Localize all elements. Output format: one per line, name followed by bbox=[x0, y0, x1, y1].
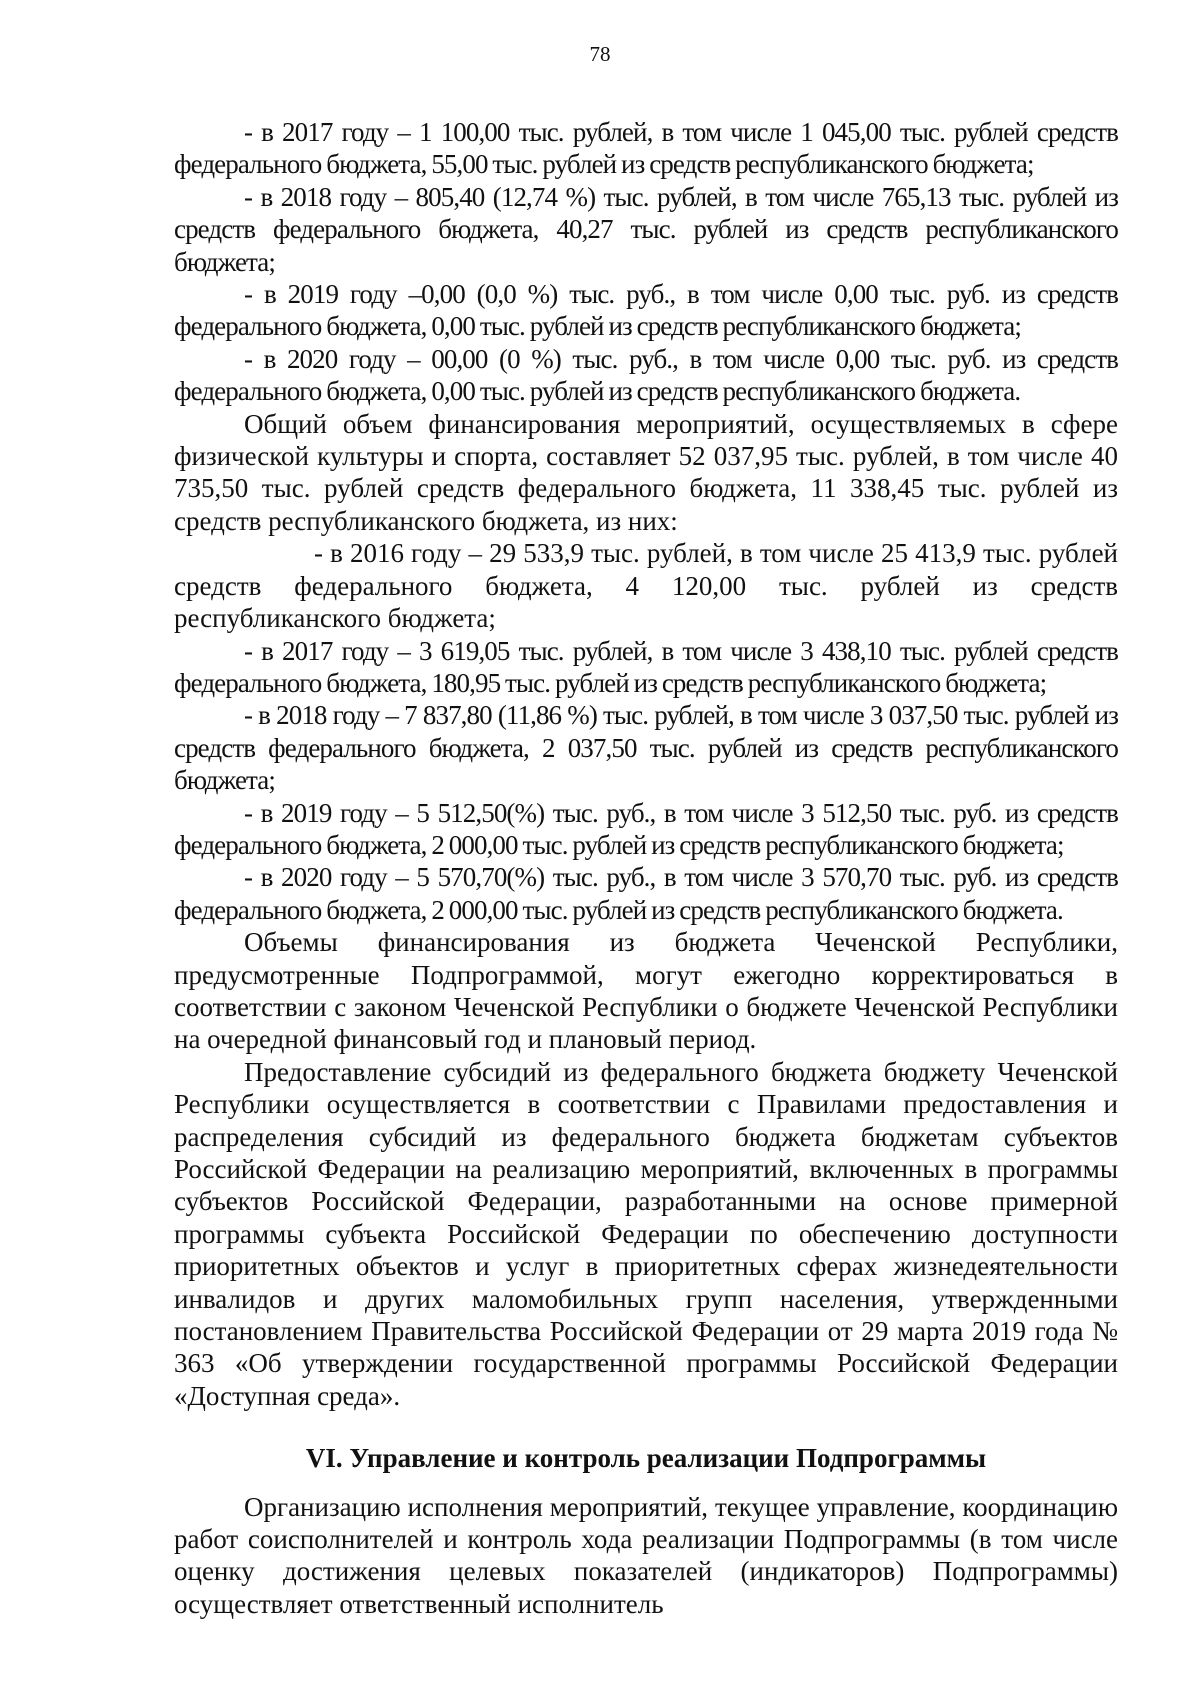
paragraph-2018-other: - в 2018 году – 805,40 (12,74 %) тыс. рублей, в том числе 765,13 тыс. рублей из средств федерального бюджета, 40,27 тыс. рублей из средств республиканского бюджета; bbox=[174, 181, 1118, 277]
section-heading: VI. Управление и контроль реализации Подпрограммы bbox=[305, 1443, 987, 1474]
paragraph-2019-other: - в 2019 году –0,00 (0,0 %) тыс. руб., в том числе 0,00 тыс. руб. из средств федерального бюджета, 0,00 тыс. рублей из средств республиканского бюджета; bbox=[174, 279, 1118, 342]
paragraph-2017-other: - в 2017 году – 1 100,00 тыс. рублей, в том числе 1 045,00 тыс. рублей средств федерального бюджета, 55,00 тыс. рублей из средств республиканского бюджета; bbox=[174, 117, 1118, 180]
document-body bbox=[174, 116, 1118, 1620]
paragraph-sport-total: Общий объем финансирования мероприятий, осуществляемых в сфере физической культуры и спорта, составляет 52 037,95 тыс. рублей, в том числе 40 735,50 тыс. рублей средств федерального бюджета, 11 338,45 тыс. рублей из средств республиканского бюджета, из них: bbox=[174, 408, 1118, 536]
paragraph-2020-sport: - в 2020 году – 5 570,70(%) тыс. руб., в том числе 3 570,70 тыс. руб. из средств федерального бюджета, 2 000,00 тыс. рублей из средств республиканского бюджета. bbox=[174, 862, 1118, 925]
paragraph-2016-sport: - в 2016 году – 29 533,9 тыс. рублей, в том числе 25 413,9 тыс. рублей средств федерального бюджета, 4 120,00 тыс. рублей из средств республиканского бюджета; bbox=[174, 538, 1118, 634]
paragraph-2019-sport: - в 2019 году – 5 512,50(%) тыс. руб., в том числе 3 512,50 тыс. руб. из средств федерального бюджета, 2 000,00 тыс. рублей из средств республиканского бюджета; bbox=[174, 797, 1118, 860]
paragraph-2018-sport: - в 2018 году – 7 837,80 (11,86 %) тыс. рублей, в том числе 3 037,50 тыс. рублей из средств федерального бюджета, 2 037,50 тыс. рублей из средств республиканского бюджета; bbox=[174, 700, 1118, 796]
paragraph-management: Организацию исполнения мероприятий, текущее управление, координацию работ соисполнителей и контроль хода реализации Подпрограммы (в том числе оценку достижения целевых показателей (индикаторов) Подпрограммы) осуществляет ответственный исполнитель bbox=[174, 1491, 1118, 1619]
paragraph-funding-adjustment: Объемы финансирования из бюджета Чеченской Республики, предусмотренные Подпрограммой, могут ежегодно корректироваться в соответствии с законом Чеченской Республики о бюджете Чеченской Республики на очередной финансовый год и плановый период. bbox=[174, 927, 1118, 1055]
paragraph-2020-other: - в 2020 году – 00,00 (0 %) тыс. руб., в том числе 0,00 тыс. руб. из средств федерального бюджета, 0,00 тыс. рублей из средств республиканского бюджета. bbox=[174, 343, 1118, 407]
paragraph-2017-sport: - в 2017 году – 3 619,05 тыс. рублей, в том числе 3 438,10 тыс. рублей средств федерального бюджета, 180,95 тыс. рублей из средств республиканского бюджета; bbox=[174, 635, 1118, 698]
paragraph-subsidies: Предоставление субсидий из федерального бюджета бюджету Чеченской Республики осуществляется в соответствии с Правилами предоставления и распределения субсидий из федерального бюджета бюджетам субъектов Российской Федерации на реализацию мероприятий, включенных в программы субъектов Российской Федерации, разработанными на основе примерной программы субъекта Российской Федерации по обеспечению доступности приоритетных объектов и услуг в приоритетных сферах жизнедеятельности инвалидов и других маломобильных групп населения, утвержденными постановлением Правительства Российской Федерации от 29 марта 2019 года № 363 «Об утверждении государственной программы Российской Федерации «Доступная среда». bbox=[174, 1056, 1118, 1411]
page-number: 78 bbox=[589, 42, 611, 66]
